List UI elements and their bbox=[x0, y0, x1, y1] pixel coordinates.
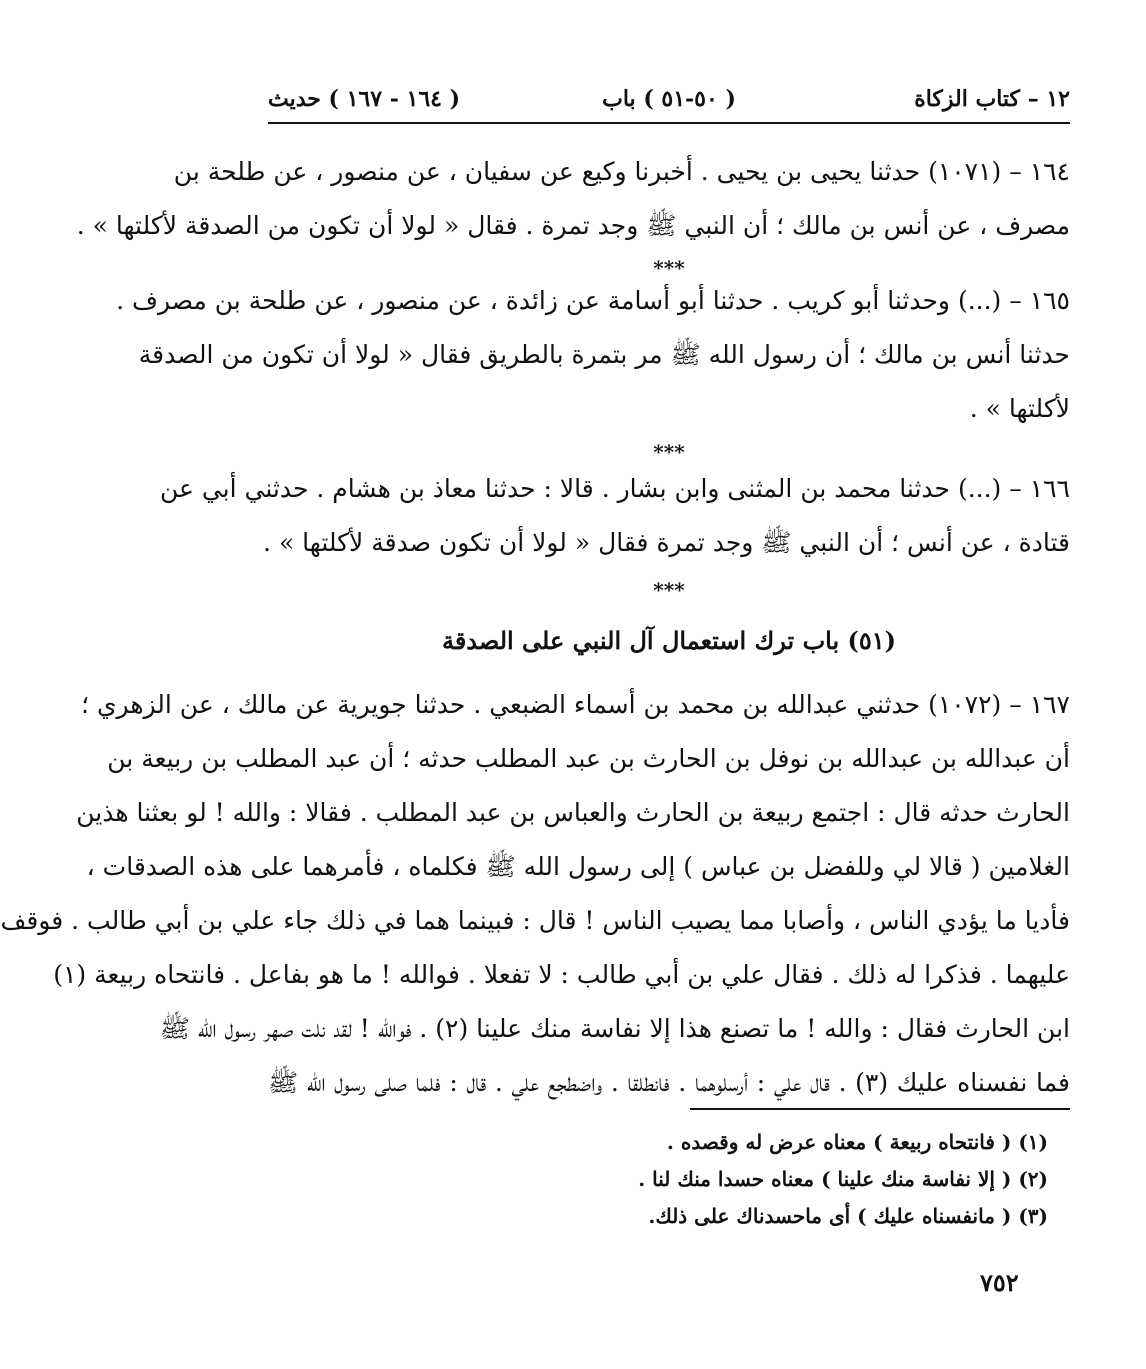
text-line: ١٦٦ – (...) حدثنا محمد بن المثنى وابن بشار . قالا : حدثنا معاذ بن هشام . حدثني أبي عن bbox=[159, 474, 1070, 503]
header-bab: ( ٥٠-٥١ ) باب bbox=[602, 86, 736, 112]
separator-stars: *** bbox=[653, 440, 685, 464]
footnotes bbox=[268, 1124, 1048, 1235]
footnote-2: (٢) ( إلا نفاسة منك علينا ) معناه حسدا منك لنا . bbox=[638, 1167, 1048, 1191]
header-chapter: ١٢ – كتاب الزكاة bbox=[914, 86, 1070, 112]
text-line: فأديا ما يؤدي الناس ، وأصابا مما يصيب الناس ! قال : فبينما هما في ذلك جاء علي بن أبي طالب . فوقف bbox=[0, 906, 1070, 935]
text-line: عليهما . فذكرا له ذلك . فقال علي بن أبي طالب : لا تفعلا . فوالله ! ما هو بفاعل . فانتحاه ربيعة (١) bbox=[53, 960, 1070, 989]
page-number: ٧٥٢ bbox=[980, 1268, 1019, 1297]
text-line: مصرف ، عن أنس بن مالك ؛ أن النبي ﷺ وجد تمرة . فقال « لولا أن تكون من الصدقة لأكلتها » . bbox=[76, 211, 1070, 240]
text-line: ابن الحارث فقال : والله ! ما تصنع هذا إلا نفاسة منك علينا (٢) . فوالله ! لقد نلت صهر رسول الله ﷺ bbox=[159, 1014, 1070, 1043]
hadith-164 bbox=[76, 145, 1070, 253]
chapter-title: (٥١) باب ترك استعمال آل النبي على الصدقة bbox=[441, 626, 897, 655]
text-line: حدثنا أنس بن مالك ؛ أن رسول الله ﷺ مر بتمرة بالطريق فقال « لولا أن تكون من الصدقة bbox=[138, 340, 1070, 369]
page-header bbox=[268, 84, 1070, 122]
text-line: ١٦٧ – (١٠٧٢) حدثني عبدالله بن محمد بن أسماء الضبعي . حدثنا جويرية عن مالك ، عن الزهري ؛ bbox=[81, 690, 1070, 719]
text-line: الغلامين ( قالا لي وللفضل بن عباس ) إلى رسول الله ﷺ فكلماه ، فأمرهما على هذه الصدقات ، bbox=[86, 852, 1070, 881]
separator-stars: *** bbox=[653, 578, 685, 602]
hadith-167 bbox=[0, 678, 1070, 1110]
footnote-divider bbox=[690, 1108, 1070, 1110]
footnote-3: (٣) ( مانفسناه عليك ) أى ماحسدناك على ذلك. bbox=[648, 1204, 1048, 1228]
header-divider bbox=[268, 122, 1070, 124]
header-hadith-range: ( ١٦٤ - ١٦٧ ) حديث bbox=[268, 86, 461, 112]
hadith-165 bbox=[116, 274, 1070, 436]
text-line: ١٦٤ – (١٠٧١) حدثنا يحيى بن يحيى . أخبرنا وكيع عن سفيان ، عن منصور ، عن طلحة بن bbox=[173, 157, 1070, 186]
text-line: لأكلتها » . bbox=[969, 394, 1070, 423]
text-line: ١٦٥ – (...) وحدثنا أبو كريب . حدثنا أبو أسامة عن زائدة ، عن منصور ، عن طلحة بن مصرف . bbox=[116, 286, 1070, 315]
hadith-166 bbox=[159, 462, 1070, 570]
text-line: قتادة ، عن أنس ؛ أن النبي ﷺ وجد تمرة فقال « لولا أن تكون صدقة لأكلتها » . bbox=[263, 528, 1070, 557]
separator-stars: *** bbox=[653, 256, 685, 280]
text-line: الحارث حدثه قال : اجتمع ربيعة بن الحارث والعباس بن عبد المطلب . فقالا : والله ! لو بعثنا هذين bbox=[76, 798, 1070, 827]
text-line: أن عبدالله بن عبدالله بن نوفل بن الحارث بن عبد المطلب حدثه ؛ أن عبد المطلب بن ربيعة بن bbox=[107, 744, 1070, 773]
footnote-1: (١) ( فانتحاه ربيعة ) معناه عرض له وقصده . bbox=[666, 1130, 1048, 1154]
text-line: فما نفسناه عليك (٣) . قال علي : أرسلوهما . فانطلقا . واضطجع علي . قال : فلما صلى رسول الله ﷺ bbox=[268, 1068, 1070, 1097]
